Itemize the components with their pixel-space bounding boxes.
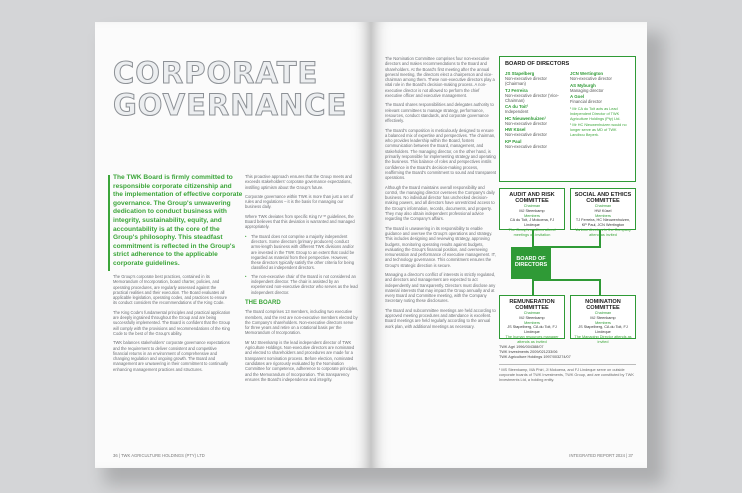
chair-label: Chairman (594, 311, 612, 315)
committee-title: REMUNERATION COMMITTEE (509, 299, 555, 311)
members-label: Members (524, 320, 540, 325)
members-label: Members (524, 213, 540, 218)
body-paragraph: The Group's corporate best practices, contained in its Memorandum of Incorporation, board charter, policies, and operating procedures, are regularly assessed against the practical realities and their execution. The Board evaluates all applicable legislation, operating codes, and practices to ensure its conduct considers the recommendations of the King Code. (113, 274, 228, 306)
connector-line (599, 279, 601, 295)
director-entry: TJ Ferreira Non-executive director (Vice-Chairman) (505, 87, 559, 103)
body-paragraph: The Board shares responsibilities and delegates authority to relevant committees to manage strategy, performance, resources, conduct standards, and corporate governance effectively. (385, 102, 494, 124)
chair-label: Chairman (523, 204, 541, 208)
members-label: Members (595, 213, 611, 218)
bullet-item: • The Board does not comprise a majority independent directors. Some directors (primary producers) conduct arms-length business with different TWK divisions and/or are invested in the TWK Group to an extent that could be regarded as material from their perspective. However, these directors typically satisfy the other criteria for being classified as independent directors. (245, 234, 359, 271)
social-ethics-committee-box (570, 188, 636, 237)
footnote: ¹ MS Steenkamp, MA Phiri, JI Mokoena, and FJ Lindeque serve on outside corporate boards of TWK Investments, TWK Group, and are constituted by TWK Investments Ltd, a holding entity. (499, 368, 634, 382)
committee-title: AUDIT AND RISK COMMITTEE (509, 192, 555, 204)
director-entry: HC Nieuwenhuizen¹ Non-executive director (505, 115, 547, 126)
bod-note: ¹ Mr HC Nieuwenhuizen would no longer serve as MD of TWK Landbou Beperk. (570, 123, 627, 137)
remuneration-committee-box (499, 295, 565, 344)
committee-title: SOCIAL AND ETHICS COMMITTEE (574, 192, 632, 204)
bod-box-title: BOARD OF DIRECTORS (505, 61, 570, 67)
committee-note: The human resources manager attends as invited (505, 334, 559, 344)
body-paragraph: The Nomination Committee comprises four non-executive directors and makes recommendations to the Board and shareholders. At the Board's first meeting after the annual general meeting, the directors elect a chairperson and vice-chairman among them. These non-executive directors play a vital role in the Board's decision-making process. A non-executive director is not allowed to perform the chief executive officer and executive management. (385, 56, 495, 99)
committee-note: Various directors in the Company attend as invited (575, 227, 631, 237)
director-entry: KP Paul Non-executive director (505, 138, 547, 149)
director-entry: CA du Toit¹ Independent (505, 104, 529, 114)
members-label: Members (595, 320, 611, 325)
committee-note: The Managing Director attends as invited (574, 334, 632, 344)
connector-line (532, 279, 534, 295)
body-paragraph: Where TWK deviates from specific King IV™ guidelines, the Board believes that this deviation is warranted and managed appropriately. (245, 213, 355, 230)
body-paragraph: Managing a director's conflict of interests is strictly regulated, and directors and management are expected to act independently and transparently. Directors must disclose any material interests that may impact the Group annually and at every Board and Committee meeting, with the Company Secretary noting these disclosures. (385, 271, 496, 304)
page-footer-left: 36 | TWK AGRICULTURE HOLDINGS (PTY) LTD (113, 453, 205, 458)
director-entry: HW Küsel Non-executive director (505, 127, 547, 137)
left-column-body (113, 274, 231, 376)
committee-note: The Group's auditors attend meetings on invitation (508, 227, 556, 237)
title-line-2: GOVERNANCE (113, 88, 348, 122)
members-names: JS Stapelberg, CA du Toit, FJ Lindeque (507, 325, 557, 335)
nomination-committee-box (570, 295, 636, 344)
director-entry: AS Myburgh Managing director (570, 82, 604, 93)
page-footer-right: INTEGRATED REPORT 2024 | 37 (569, 453, 633, 458)
chair-label: Chairman (594, 204, 612, 208)
chair-name: HW Küsel (594, 208, 612, 213)
bod-right-list (570, 71, 632, 140)
audit-risk-committee-box (499, 188, 565, 237)
committee-title: NOMINATION COMMITTEE (585, 299, 621, 311)
body-paragraph: The Board is unwavering in its responsibility to enable guidance and oversee the Group's operations and strategy. This includes designing and reviewing strategy, approving budgets, monitoring operating results against budgets, evaluating the Group's financial position, and overseeing remuneration and performance of executive management. IT, and technology governance. This commitment ensures the Group's strategic direction is secure. (385, 225, 496, 268)
director-entry: A Goel Financial director (570, 94, 602, 104)
title-line-1: CORPORATE (113, 56, 319, 90)
chair-name: MJ Steenkamp (590, 315, 616, 320)
left-page (95, 22, 371, 468)
lead-paragraph: The TWK Board is firmly committed to responsible corporate citizenship and the implementation of effective corporate governance. The Group's unwavering dedication to conduct business with integrity, sustainability, equity, and accountability is at the core of the Group's philosophy. This steadfast commitment is reflected in the Group's strict adherence to the applicable corporate guidelines. (113, 174, 243, 267)
body-paragraph: TWK balances stakeholders' corporate governance expectations and the requirement to deliver consistent and competitive financial returns in an environment of comprehensive and changing regulation and ongoing growth. The Board and management are unwavering in their commitment to continually enhancing management practices and structures. (113, 340, 230, 372)
bullet-item: • The non-executive chair of the Board is not considered an independent director. The chair is assisted by an experienced non-executive director who serves as the lead independent director. (245, 274, 359, 295)
body-paragraph: The Board and subcommittee meetings are held according to approved meeting procedures and attendance is excellent. Board meetings are held regularly according to the annual work plan, with additional meetings as necessary. (385, 307, 496, 329)
director-entry: JS Stapelberg Non-executive director (Chairman) (505, 71, 547, 86)
members-names: CA du Toit, J Mokoena, FJ Lindeque (509, 218, 555, 228)
bod-left-list (505, 71, 567, 150)
body-paragraph: Although the Board maintains overall responsibility and control, the managing director oversees the Company's daily business. No individual director has unchecked decision-making powers, and all directors have unrestricted access to the Group's information, records, documents, and property. They may also obtain independent professional advice regarding the Company's affairs. (385, 184, 495, 222)
body-paragraph: This proactive approach ensures that the Group meets and exceeds stakeholders' corporate governance expectations, instilling optimism about the Group's future. (245, 174, 352, 190)
body-paragraph: The King Code's fundamental principles and practical application are deeply ingrained throughout the Group and are being successfully implemented. The Board is confident that the Group will comply with the provisions and recommendations of the King Code to the best of the Group's ability. (113, 309, 231, 336)
connector-line (532, 279, 601, 281)
body-paragraph: Mr MJ Steenkamp is the lead independent director of TWK Agriculture Holdings. Non-executive directors are nominated and elected to shareholders and procedures are made for a transparent nomination process. Before election, nominated candidates are rigorously evaluated by the Nomination Committee for competence, adherence to corporate principles, and the Memorandum of Incorporation. This transparency ensures the Board's independence and integrity. (245, 339, 359, 382)
chair-name: MJ Steenkamp (519, 315, 545, 320)
chair-label: Chairman (523, 311, 541, 315)
right-page (371, 22, 647, 468)
right-column-body (245, 174, 359, 386)
chair-name: MJ Steenkamp (519, 208, 545, 213)
registration-list (499, 345, 636, 360)
body-paragraph: Corporate governance within TWK is more than just a set of rules and regulations – it is the basis for managing our business daily. (245, 193, 354, 210)
bod-note: ¹ Mr CA du Toit acts as Lead Independent Director of TWK Agriculture Holdings (Pty) Ltd. (570, 107, 621, 121)
director-entry: JCN Wertington Non-executive director (570, 71, 612, 81)
board-of-directors-box (499, 56, 636, 182)
right-page-text-column (385, 56, 497, 333)
board-of-directors-center: BOARD OF DIRECTORS (511, 247, 551, 279)
registration-line: TWK Agriculture Holdings 1997/003274/07 (499, 355, 571, 359)
members-names: TJ Ferreira, HC Nieuwenhuizen, KP Paul, JCN Wertington (575, 218, 631, 228)
body-paragraph: The Board comprises 13 members, including two executive members, and the rest are non-executive members elected by the Company's shareholders. Non-executive directors serve for three years and retire on a rotational basis per the Memorandum of Incorporation. (245, 309, 358, 336)
divider (499, 364, 636, 365)
lead-accent-bar (108, 175, 110, 271)
registration-line: TWK Agri 1996/004388/07 (499, 345, 544, 349)
page-title (113, 57, 347, 121)
bod-notes (570, 107, 632, 138)
section-heading-board: THE BOARD (245, 299, 281, 306)
members-names: JS Stapelberg, CA du Toit, FJ Lindeque (578, 325, 628, 335)
body-paragraph: The Board's composition is meticulously designed to ensure a balanced mix of expertise and perspectives. The chairman, who provides leadership within the Board, fosters communication between the Board, management, and stakeholders. The managing director, on the other hand, is primarily responsible for implementing strategy and operating the business. This balance of roles and perspectives instils confidence in the Board's decision-making process, reaffirming the Board's commitment to sound and transparent operations. (385, 127, 497, 181)
registration-line: TWK Investments 2009/021233/06 (499, 350, 558, 354)
